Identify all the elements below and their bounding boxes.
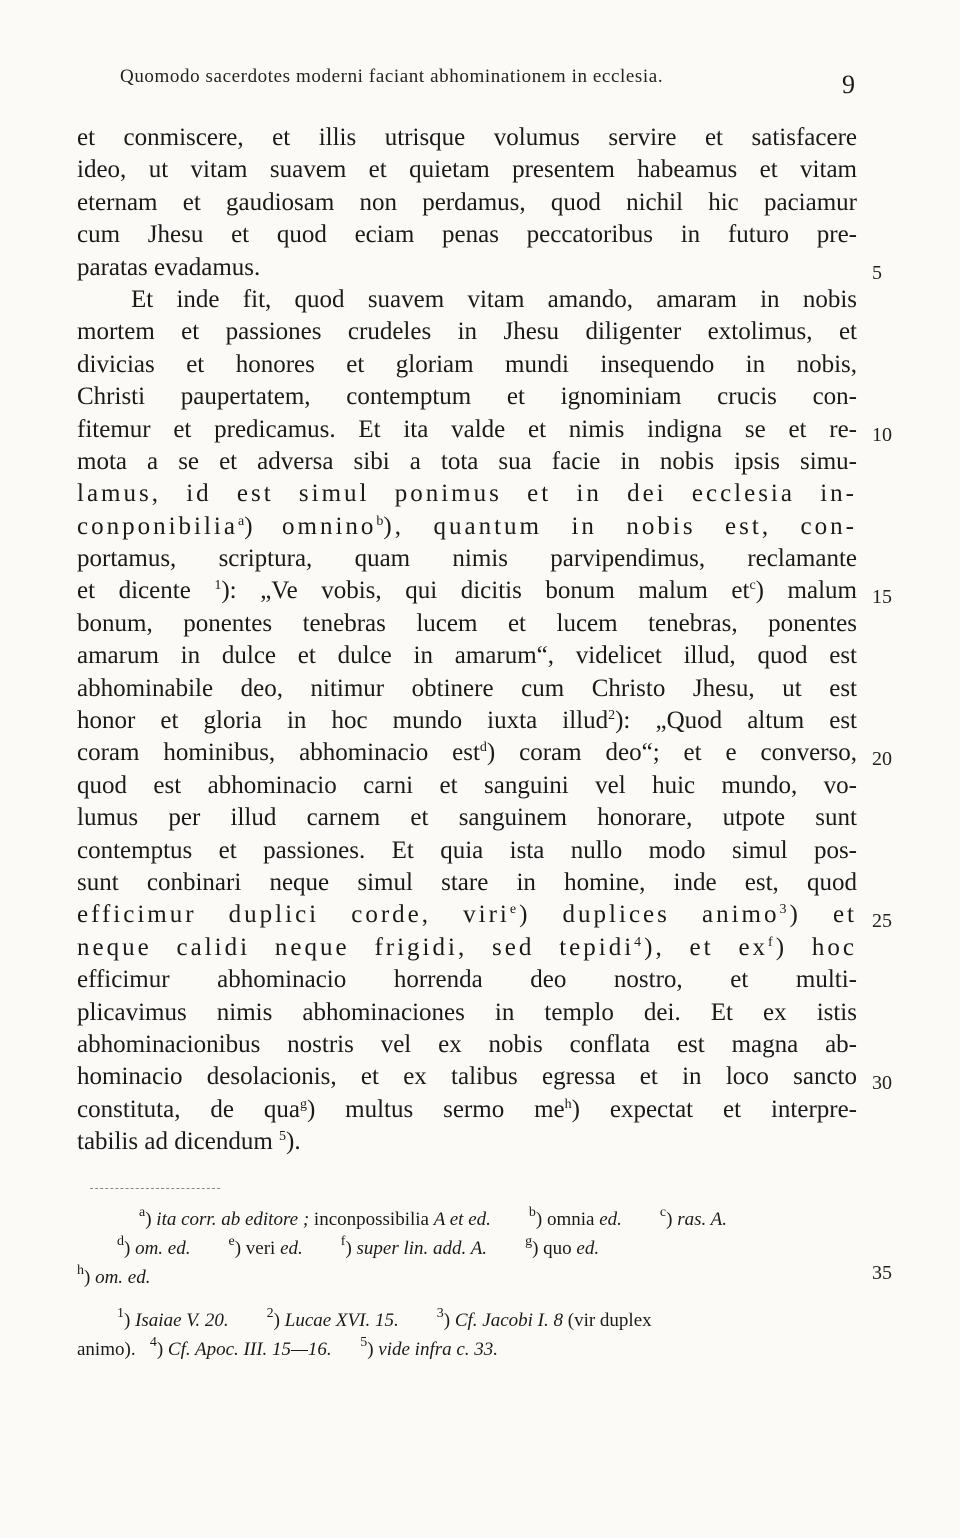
text-line-12: lamus, id est simul ponimus et in dei ecclesia in- xyxy=(77,480,857,508)
line-number-5: 5 xyxy=(872,262,882,284)
text-line-16: bonum, ponentes tenebras lucem et lucem tenebras, ponentes xyxy=(77,609,857,637)
text-line-26: neque calidi neque frigidi, sed tepidi$^4$), et $ex^f$) hoc xyxy=(77,933,857,961)
footnote-line-5: animo). $^4$) Cf. Apoc. III. 15—16. $^5$) vide infra c. 33. xyxy=(77,1335,499,1360)
footnote-rule xyxy=(90,1188,220,1189)
text-line-5: paratas evadamus. xyxy=(77,253,261,281)
text-line-21: quod est abhominacio carni et sanguini vel huic mundo, vo- xyxy=(77,771,857,799)
text-line-3: eternam et gaudiosam non perdamus, quod nichil hic paciamur xyxy=(77,188,857,216)
text-line-2: ideo, ut vitam suavem et quietam presentem habeamus et vitam xyxy=(77,156,857,184)
main-text xyxy=(77,122,857,1159)
line-number-10: 10 xyxy=(872,424,892,446)
text-line-1: et conmiscere, et illis utrisque volumus servire et satisfacere xyxy=(77,124,857,151)
text-line-28: plicavimus nimis abhominaciones in templo dei. Et ex istis xyxy=(77,998,857,1026)
text-line-30: hominacio desolacionis, et ex talibus egressa et in loco sancto xyxy=(77,1063,857,1091)
text-line-14: portamus, scriptura, quam nimis parvipendimus, reclamante xyxy=(77,545,857,573)
text-line-6: Et inde fit, quod suavem vitam amando, amaram in nobis xyxy=(131,285,857,313)
text-line-29: abhominacionibus nostris vel ex nobis conflata est magna ab- xyxy=(77,1030,857,1058)
text-line-15: et dicente $^1$): „Ve vobis, qui dicitis bonum malum $et^c$) malum xyxy=(77,577,857,605)
text-line-8: divicias et honores et gloriam mundi insequendo in nobis, xyxy=(77,350,857,378)
text-line-22: lumus per illud carnem et sanguinem honorare, utpote sunt xyxy=(77,804,857,832)
text-line-24: sunt conbinari neque simul stare in homine, inde est, quod xyxy=(77,868,857,896)
line-number-30: 30 xyxy=(872,1072,892,1094)
line-number-20: 20 xyxy=(872,748,892,770)
text-line-18: abhominabile deo, nitimur obtinere cum Christo Jhesu, ut est xyxy=(77,674,857,702)
footnote-line-3: $^h$) om. ed. xyxy=(77,1263,151,1288)
footnote-line-2: $^d$) om. ed. $^e$) veri ed. $^f$) super lin. add. A. $^g$) quo ed. xyxy=(117,1234,600,1259)
line-number-25: 25 xyxy=(872,910,892,932)
text-line-23: contemptus et passiones. Et quia ista nullo modo simul pos- xyxy=(77,836,857,864)
page-number: 9 xyxy=(842,70,855,99)
running-title: Quomodo sacerdotes moderni faciant abhominationem in ecclesia. xyxy=(120,66,664,87)
line-number-15: 15 xyxy=(872,586,892,608)
text-line-9: Christi paupertatem, contemptum et ignominiam crucis con- xyxy=(77,383,857,411)
text-line-10: fitemur et predicamus. Et ita valde et nimis indigna se et re- xyxy=(77,415,857,443)
footnote-line-1: $^a$) ita corr. ab editore ; inconpossibilia A et ed. $^b$) omnia ed. $^c$) ras. A. xyxy=(139,1205,728,1230)
text-line-27: efficimur abhominacio horrenda deo nostro, et multi- xyxy=(77,966,857,994)
text-line-19: honor et gloria in hoc mundo iuxta illud$^2$): „Quod altum est xyxy=(77,707,857,735)
text-line-13: conponibilia$^a$) omnino$^b$), quantum in nobis est, con- xyxy=(77,512,857,540)
footnotes xyxy=(77,1205,857,1364)
text-line-7: mortem et passiones crudeles in Jhesu diligenter extolimus, et xyxy=(77,318,857,346)
text-line-20: coram hominibus, abhominacio est$^d$) coram deo“; et e converso, xyxy=(77,739,857,767)
text-line-11: mota a se et adversa sibi a tota sua facie in nobis ipsis simu- xyxy=(77,447,857,475)
footnote-line-4: $^1$) Isaiae V. 20. $^2$) Lucae XVI. 15. $^3$) Cf. Jacobi I. 8 (vir duplex xyxy=(117,1306,652,1331)
line-number-35: 35 xyxy=(872,1262,892,1284)
text-line-25: efficimur duplici corde, viri$^e$) duplices animo$^3$) et xyxy=(77,901,857,929)
text-line-32: tabilis ad dicendum $^5$). xyxy=(77,1128,301,1156)
text-line-17: amarum in dulce et dulce in amarum“, videlicet illud, quod est xyxy=(77,642,857,670)
text-line-31: constituta, de qua$^g$) multus sermo $me^h$) expectat et interpre- xyxy=(77,1095,858,1123)
text-line-4: cum Jhesu et quod eciam penas peccatoribus in futuro pre- xyxy=(77,221,857,249)
